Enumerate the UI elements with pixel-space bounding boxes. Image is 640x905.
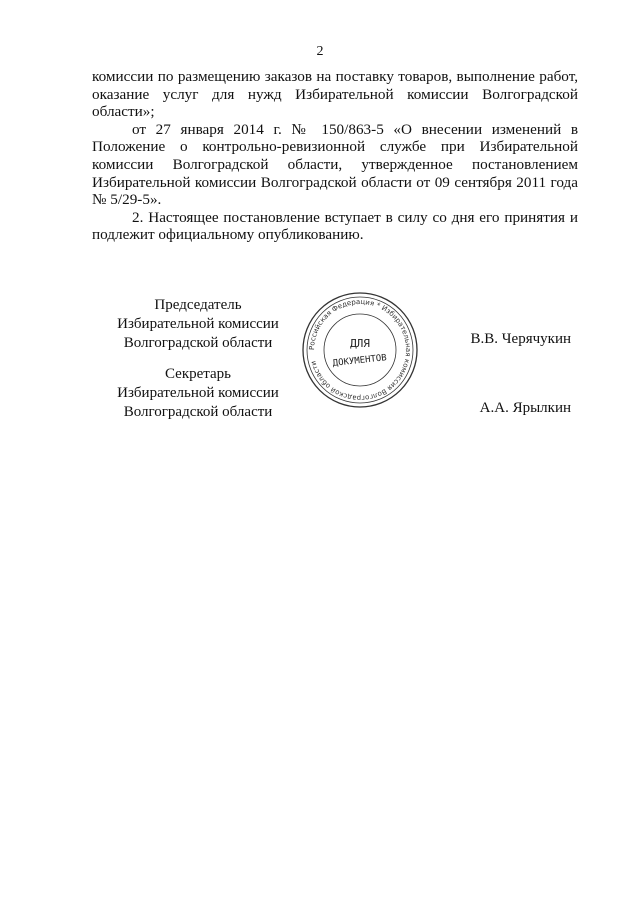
seal-inner-ring bbox=[324, 314, 396, 386]
seal-outer-ring bbox=[303, 293, 417, 407]
secretary-title-line: Секретарь bbox=[164, 366, 232, 382]
chairman-title-line: Председатель bbox=[154, 297, 242, 313]
official-seal bbox=[300, 290, 420, 410]
paragraph-amendment: от 27 января 2014 г. № 150/863-5 «О внесении изменений в Положение о контрольно-ревизионной службе при Избирательной комиссии Волгоградской области, утвержденное постановлением Избирательной комиссии Волгоградской области от 09 сентября 2011 года № 5/29-5». bbox=[92, 120, 578, 209]
page-number: 2 bbox=[316, 44, 324, 59]
secretary-title-line: Волгоградской области bbox=[123, 404, 273, 420]
seal-ring-text: Российская Федерация * Избирательная комиссия Волгоградской области bbox=[307, 297, 413, 403]
secretary-title-line: Избирательной комиссии bbox=[117, 385, 279, 401]
secretary-title bbox=[98, 365, 298, 422]
chairman-title bbox=[98, 296, 298, 353]
document-body bbox=[92, 68, 578, 244]
seal-center-line1: ДЛЯ bbox=[350, 337, 370, 350]
chairman-name: В.В. Черячукин bbox=[470, 331, 571, 347]
seal-outer-inner-ring bbox=[307, 297, 413, 403]
paragraph-effective: 2. Настоящее постановление вступает в силу со дня его принятия и подлежит официальному опубликованию. bbox=[92, 208, 578, 244]
seal-center-line2: ДОКУМЕНТОВ bbox=[332, 353, 388, 369]
chairman-title-line: Избирательной комиссии bbox=[117, 316, 279, 332]
paragraph-continuation: комиссии по размещению заказов на поставку товаров, выполнение работ, оказание услуг для нужд Избирательной комиссии Волгоградской области»; bbox=[92, 68, 578, 121]
chairman-title-line: Волгоградской области bbox=[123, 335, 273, 351]
secretary-name: А.А. Ярылкин bbox=[479, 400, 571, 416]
